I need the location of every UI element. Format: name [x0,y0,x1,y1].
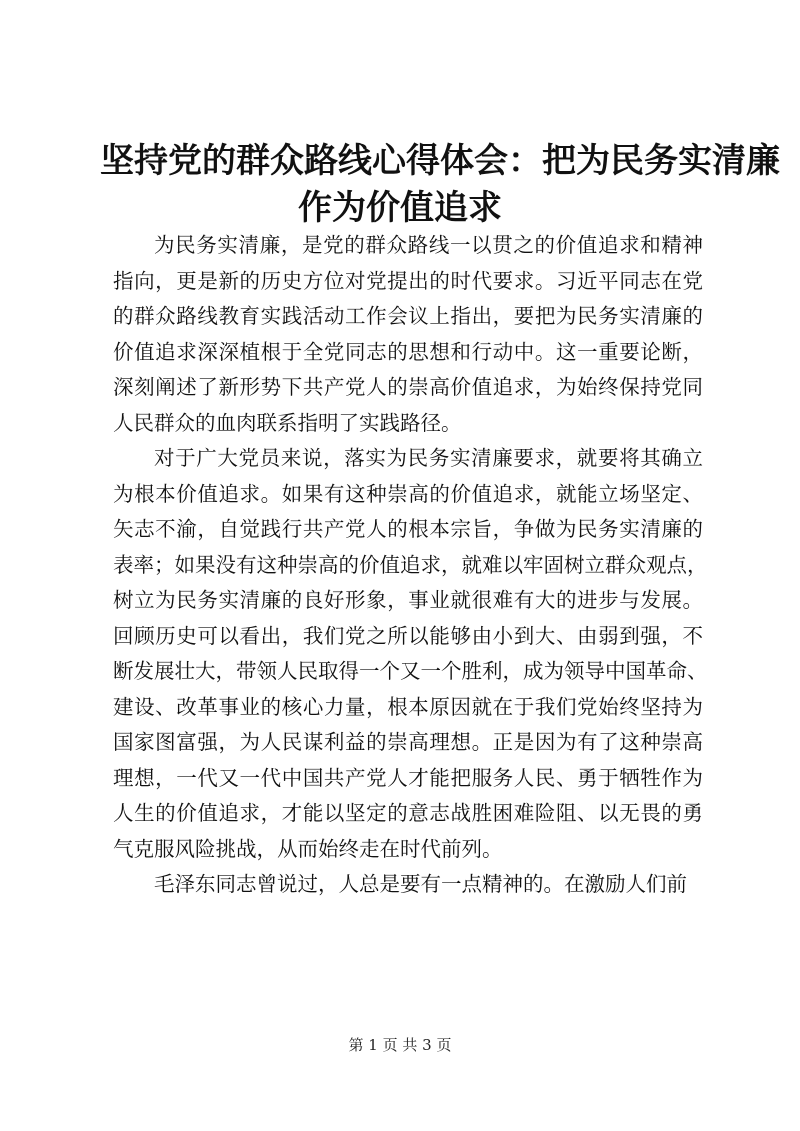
title-line-1: 坚持党的群众路线心得体会：把为民务实清廉 [100,141,780,181]
paragraph-line: 人生的价值追求，才能以坚定的意志战胜困难险阻、以无畏的勇 [113,801,703,825]
paragraph-line: 建设、改革事业的核心力量，根本原因就在于我们党始终坚持为 [113,694,703,719]
paragraph-line: 树立为民务实清廉的良好形象，事业就很难有大的进步与发展。 [113,588,703,612]
paragraph-line: 表率；如果没有这种崇高的价值追求，就难以牢固树立群众观点， [113,552,708,577]
paragraph-line: 矢志不渝，自觉践行共产党人的根本宗旨，争做为民务实清廉的 [113,517,703,541]
paragraph-line: 国家图富强，为人民谋利益的崇高理想。正是因为有了这种崇高 [113,730,703,754]
paragraph-line: 回顾历史可以看出，我们党之所以能够由小到大、由弱到强，不 [113,623,703,648]
page-footer: 第 1 页 共 3 页 [348,1036,452,1054]
title-line-2: 作为价值追求 [298,188,502,228]
paragraph-line: 对于广大党员来说，落实为民务实清廉要求，就要将其确立 [154,446,703,470]
paragraph-line: 为根本价值追求。如果有这种崇高的价值追求，就能立场坚定、 [113,481,703,506]
paragraph-line: 的群众路线教育实践活动工作会议上指出，要把为民务实清廉的 [113,304,703,328]
document-body [113,228,708,903]
paragraph-line: 断发展壮大，带领人民取得一个又一个胜利，成为领导中国革命、 [113,659,708,683]
paragraph-line: 价值追求深深植根于全党同志的思想和行动中。这一重要论断， [113,339,703,364]
paragraph-2 [113,441,708,867]
paragraph-line: 深刻阐述了新形势下共产党人的崇高价值追求，为始终保持党同 [113,375,703,399]
paragraph-line: 人民群众的血肉联系指明了实践路径。 [113,410,462,435]
paragraph-3 [113,867,703,903]
paragraph-line: 理想，一代又一代中国共产党人才能把服务人民、勇于牺牲作为 [113,765,703,790]
paragraph-line: 气克服风险挑战，从而始终走在时代前列。 [113,836,503,861]
paragraph-line: 为民务实清廉，是党的群众路线一以贯之的价值追求和精神 [154,233,703,257]
document-title [100,138,780,232]
paragraph-1 [113,228,703,441]
paragraph-line: 指向，更是新的历史方位对党提出的时代要求。习近平同志在党 [113,268,703,293]
paragraph-line: 毛泽东同志曾说过，人总是要有一点精神的。在激励人们前 [154,872,687,896]
